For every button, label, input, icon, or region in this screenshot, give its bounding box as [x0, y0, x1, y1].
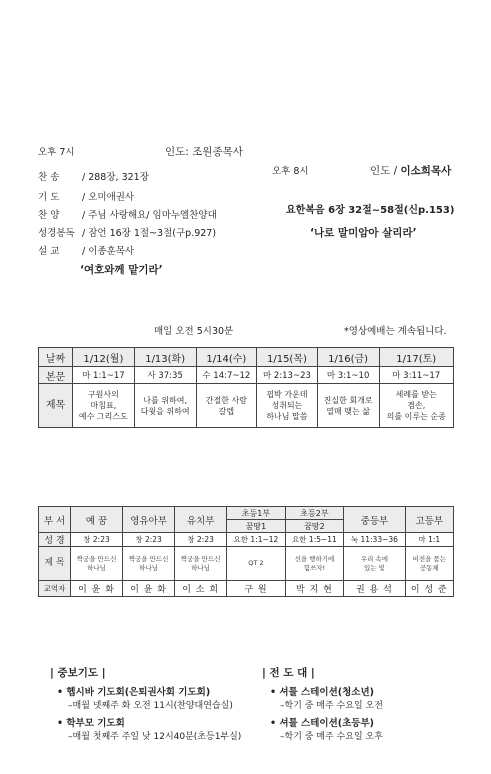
evangelism-item-title: • 셔틀 스테이션(초등부)	[270, 718, 374, 729]
table-row	[39, 581, 454, 597]
title-cell: 우리 속에 있는 빛	[344, 547, 405, 581]
evening7-line	[38, 207, 217, 221]
teacher-cell: 권 용 석	[344, 581, 405, 597]
title-cell: 짝궁을 만드신 하나님	[123, 547, 175, 581]
table-row	[39, 547, 454, 581]
teacher-cell: 이 성 준	[405, 581, 453, 597]
title-cell: 비전을 품는 공동체	[405, 547, 453, 581]
prayer-item-title: • 학부모 기도회	[57, 718, 125, 729]
line-label: 성경봉독	[38, 228, 75, 239]
evening7-line	[38, 169, 149, 183]
teacher-cell: 이 윤 화	[71, 581, 123, 597]
dept-name: 유치부	[175, 507, 227, 533]
prayer-heading: | 중보기도 |	[50, 667, 106, 679]
evening8-sermon-title: ‘나로 말미암아 살리라’	[310, 227, 417, 239]
education-table	[38, 506, 454, 597]
evening8-scripture: 요한복음 6장 32절~58절(신p.153)	[286, 205, 455, 216]
date-cell: 1/13(화)	[134, 348, 196, 367]
date-cell: 1/14(수)	[196, 348, 257, 367]
row-label: 성 경	[39, 533, 71, 547]
prayer-item-desc: –매월 첫째주 주일 낮 12시40분(초등1부실)	[68, 732, 242, 742]
table-row	[39, 533, 454, 547]
title-cell: 구원사의 마침표, 예수 그리스도	[73, 384, 135, 428]
row-label: 제 목	[39, 547, 71, 581]
title-cell: 세례를 받는 겸손, 의를 이루는 순종	[379, 384, 454, 428]
date-cell: 1/16(금)	[317, 348, 379, 367]
prayer-item-desc: –매월 넷째주 화 오전 11시(찬양대연습실)	[68, 701, 233, 711]
dept-name: 예 꿈	[71, 507, 123, 533]
dept-name: 초등2부	[285, 507, 344, 520]
verse-cell: 마 3:11~17	[379, 367, 454, 384]
line-label: 기 도	[38, 192, 60, 203]
teacher-cell: 박 지 현	[285, 581, 344, 597]
evangelism-heading: | 전 도 대 |	[262, 667, 315, 679]
title-cell: QT 2	[227, 547, 286, 581]
table-row	[39, 507, 454, 520]
verse-cell: 마 3:1~10	[317, 367, 379, 384]
line-value: / 주님 사랑해요/ 임마누엘찬양대	[82, 210, 217, 221]
verse-cell: 사 37:35	[134, 367, 196, 384]
row-label: 본문	[39, 367, 73, 384]
evening7-line	[38, 243, 134, 257]
dawn-schedule-table	[38, 347, 454, 428]
verse-cell: 창 2:23	[123, 533, 175, 547]
teacher-cell: 이 윤 화	[123, 581, 175, 597]
evening7-line	[38, 189, 134, 203]
evening8-time: 오후 8시	[272, 166, 309, 177]
line-value: / 잠언 16장 1절~3절(구p.927)	[82, 228, 217, 239]
title-cell: 간절한 사람 갈렙	[196, 384, 257, 428]
verse-cell: 마 2:13~23	[257, 367, 318, 384]
dawn-note: *영상예배는 계속됩니다.	[344, 326, 447, 337]
evening7-time: 오후 7시	[38, 147, 75, 158]
evening7-line	[38, 225, 216, 239]
evangelism-item-desc: –학기 중 매주 수요일 오후	[280, 732, 383, 742]
line-label: 설 교	[38, 246, 60, 257]
table-row	[39, 367, 454, 384]
prayer-item-title: • 헵시바 기도회(은퇴권사회 기도회)	[57, 687, 211, 698]
row-label: 교역자	[39, 581, 71, 597]
teacher-cell: 이 소 희	[175, 581, 227, 597]
date-cell: 1/17(토)	[379, 348, 454, 367]
date-cell: 1/12(월)	[73, 348, 135, 367]
teacher-cell: 구 원	[227, 581, 286, 597]
verse-cell: 창 2:23	[71, 533, 123, 547]
row-label: 제목	[39, 384, 73, 428]
line-label: 찬 양	[38, 210, 60, 221]
title-cell: 핍박 가운데 성취되는 하나님 말씀	[257, 384, 318, 428]
dept-name: 초등1부	[227, 507, 286, 520]
verse-cell: 창 2:23	[175, 533, 227, 547]
dawn-time: 매일 오전 5시30분	[154, 326, 234, 337]
evangelism-item-desc: –학기 중 매주 수요일 오전	[280, 701, 383, 711]
verse-cell: 수 14:7~12	[196, 367, 257, 384]
evening7-lead: 인도: 조원종목사	[165, 146, 243, 158]
dept-name: 중등부	[344, 507, 405, 533]
lead-prefix: 인도 /	[370, 165, 398, 177]
dept-subname: 꿈땅2	[285, 520, 344, 533]
verse-cell: 요한 1:5~11	[285, 533, 344, 547]
title-cell: 나를 위하여, 다윗을 위하여	[134, 384, 196, 428]
title-cell: 짝궁을 만드신 하나님	[71, 547, 123, 581]
lead-name: 이소희목사	[400, 165, 452, 177]
dept-name: 영유아부	[123, 507, 175, 533]
title-cell: 선을 행하기에 힘쓰자!	[285, 547, 344, 581]
date-cell: 1/15(목)	[257, 348, 318, 367]
verse-cell: 마 1:1~17	[73, 367, 135, 384]
line-label: 찬 송	[38, 172, 60, 183]
dept-name: 고등부	[405, 507, 453, 533]
dept-subname: 꿈땅1	[227, 520, 286, 533]
line-value: / 288장, 321장	[82, 172, 149, 183]
line-value: / 오미애권사	[82, 192, 135, 203]
verse-cell: 요한 1:1~12	[227, 533, 286, 547]
row-label: 날짜	[39, 348, 73, 367]
line-value: / 이종훈목사	[82, 246, 135, 257]
verse-cell: 눅 11:33~36	[344, 533, 405, 547]
row-label: 부 서	[39, 507, 71, 533]
verse-cell: 마 1:1	[405, 533, 453, 547]
evangelism-item-title: • 셔틀 스테이션(청소년)	[270, 687, 374, 698]
title-cell: 짝궁을 만드신 하나님	[175, 547, 227, 581]
evening7-sermon-title: ‘여호와께 맡기라’	[80, 264, 163, 276]
table-row	[39, 384, 454, 428]
evening8-lead	[370, 163, 451, 178]
table-row	[39, 348, 454, 367]
title-cell: 진실한 회개로 열매 맺는 삶	[317, 384, 379, 428]
